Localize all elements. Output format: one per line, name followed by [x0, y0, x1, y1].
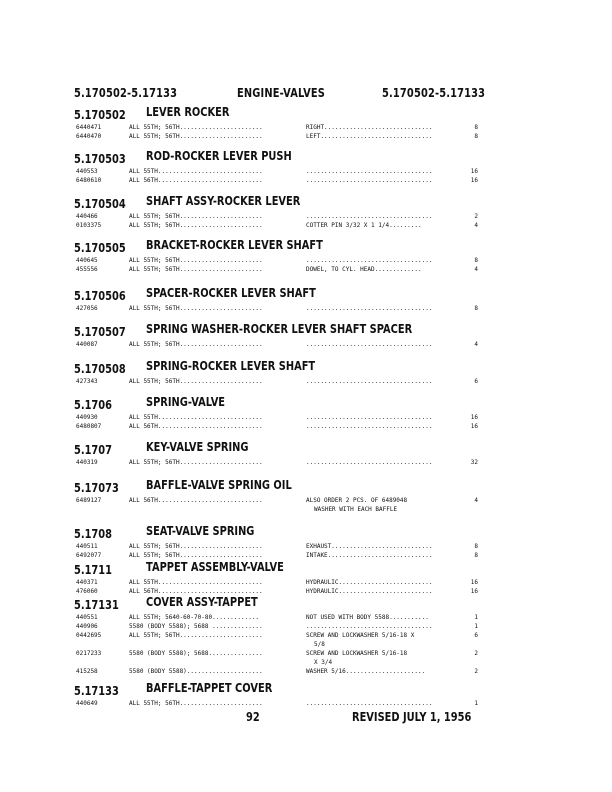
model-applicability: ALL 56TH.............................	[129, 177, 263, 184]
model-applicability: 5580 (BODY 5588); 5688...............	[129, 650, 263, 657]
model-applicability: ALL 55TH; 56TH.......................	[129, 543, 263, 550]
part-description: ...................................	[306, 305, 433, 312]
part-number: 440649	[76, 700, 98, 707]
part-description: COTTER PIN 3/32 X 1 1/4.........	[306, 222, 422, 229]
model-applicability: ALL 55TH; 56TH.......................	[129, 459, 263, 466]
model-applicability: ALL 55TH; 56TH.......................	[129, 124, 263, 131]
part-number: 427056	[76, 305, 98, 312]
quantity: 1	[474, 623, 478, 630]
section-title: TAPPET ASSEMBLY-VALVE	[146, 560, 284, 574]
section-title: KEY-VALVE SPRING	[146, 440, 249, 454]
part-description: ...................................	[306, 623, 433, 630]
section-title: SHAFT ASSY-ROCKER LEVER	[146, 194, 301, 208]
part-description: ...................................	[306, 213, 433, 220]
section-number: 5.1707	[74, 443, 112, 457]
section-title: ROD-ROCKER LEVER PUSH	[146, 149, 292, 163]
part-number: 440645	[76, 257, 98, 264]
part-description: ...................................	[306, 168, 433, 175]
quantity: 4	[474, 222, 478, 229]
part-description: INTAKE.............................	[306, 552, 433, 559]
part-number: 6440471	[76, 124, 102, 131]
model-applicability: ALL 55TH; 56TH.......................	[129, 632, 263, 639]
model-applicability: ALL 56TH.............................	[129, 588, 263, 595]
part-number: 427343	[76, 378, 98, 385]
model-applicability: ALL 55TH.............................	[129, 168, 263, 175]
part-description: SCREW AND LOCKWASHER 5/16-18 X	[306, 632, 415, 639]
model-applicability: ALL 55TH; 56TH.......................	[129, 341, 263, 348]
part-number: 0442695	[76, 632, 102, 639]
model-applicability: ALL 55TH; 56TH.......................	[129, 266, 263, 273]
part-number: 6480610	[76, 177, 102, 184]
quantity: 8	[474, 124, 478, 131]
quantity: 16	[470, 588, 478, 595]
part-description: WASHER 5/16......................	[306, 668, 426, 675]
model-applicability: ALL 55TH; 56TH.......................	[129, 552, 263, 559]
part-description: RIGHT..............................	[306, 124, 433, 131]
model-applicability: ALL 55TH; 56TH.......................	[129, 700, 263, 707]
part-number: 0103375	[76, 222, 102, 229]
section-number: 5.1708	[74, 527, 112, 541]
section-title: LEVER ROCKER	[146, 105, 230, 119]
section-title: BAFFLE-TAPPET COVER	[146, 681, 273, 695]
quantity: 8	[474, 552, 478, 559]
quantity: 8	[474, 305, 478, 312]
part-number: 440371	[76, 579, 98, 586]
section-number: 5.170503	[74, 152, 126, 166]
part-number: 440466	[76, 213, 98, 220]
section-number: 5.1711	[74, 563, 112, 577]
part-description-continued: 5/8	[314, 641, 325, 648]
part-number: 415258	[76, 668, 98, 675]
model-applicability: ALL 56TH.............................	[129, 497, 263, 504]
header-range-right: 5.170502-5.17133	[382, 86, 486, 100]
model-applicability: ALL 55TH; 5640-60-70-80.............	[129, 614, 260, 621]
section-title: SPRING-VALVE	[146, 395, 226, 409]
quantity: 1	[474, 614, 478, 621]
section-title: SPRING WASHER-ROCKER LEVER SHAFT SPACER	[146, 322, 413, 336]
model-applicability: ALL 56TH.............................	[129, 423, 263, 430]
part-description: ...................................	[306, 378, 433, 385]
model-applicability: ALL 55TH; 56TH.......................	[129, 213, 263, 220]
quantity: 4	[474, 266, 478, 273]
section-title: COVER ASSY-TAPPET	[146, 595, 258, 609]
quantity: 2	[474, 213, 478, 220]
part-number: 0217233	[76, 650, 102, 657]
quantity: 6	[474, 632, 478, 639]
part-description-continued: WASHER WITH EACH BAFFLE	[314, 506, 398, 513]
part-description: ...................................	[306, 700, 433, 707]
part-description: LEFT...............................	[306, 133, 433, 140]
section-number: 5.1706	[74, 398, 112, 412]
part-description: ...................................	[306, 341, 433, 348]
model-applicability: ALL 55TH; 56TH.......................	[129, 305, 263, 312]
part-description: ...................................	[306, 459, 433, 466]
part-description: HYDRAULIC..........................	[306, 579, 433, 586]
part-number: 440087	[76, 341, 98, 348]
section-title: BRACKET-ROCKER LEVER SHAFT	[146, 238, 323, 252]
header-range-left: 5.170502-5.17133	[74, 86, 178, 100]
model-applicability: ALL 55TH; 56TH.......................	[129, 378, 263, 385]
part-number: 6492077	[76, 552, 102, 559]
model-applicability: ALL 55TH; 56TH.......................	[129, 257, 263, 264]
part-number: 455556	[76, 266, 98, 273]
model-applicability: ALL 55TH; 56TH.......................	[129, 133, 263, 140]
section-title: SEAT-VALVE SPRING	[146, 524, 255, 538]
section-number: 5.170505	[74, 241, 126, 255]
quantity: 8	[474, 543, 478, 550]
quantity: 16	[470, 168, 478, 175]
part-number: 440319	[76, 459, 98, 466]
model-applicability: 5580 (BODY 5588).....................	[129, 668, 263, 675]
part-description-continued: X 3/4	[314, 659, 333, 666]
part-number: 440906	[76, 623, 98, 630]
quantity: 4	[474, 341, 478, 348]
section-number: 5.17131	[74, 598, 119, 612]
part-description: ...................................	[306, 423, 433, 430]
page-number: 92	[246, 710, 260, 724]
quantity: 2	[474, 650, 478, 657]
quantity: 32	[470, 459, 478, 466]
quantity: 16	[470, 177, 478, 184]
part-number: 6480807	[76, 423, 102, 430]
part-number: 440551	[76, 614, 98, 621]
quantity: 4	[474, 497, 478, 504]
model-applicability: ALL 55TH; 56TH.......................	[129, 222, 263, 229]
section-number: 5.170508	[74, 362, 126, 376]
part-description: HYDRAULIC..........................	[306, 588, 433, 595]
part-description: ...................................	[306, 414, 433, 421]
quantity: 8	[474, 133, 478, 140]
section-number: 5.170502	[74, 108, 126, 122]
part-description: ALSO ORDER 2 PCS. OF 6489048	[306, 497, 408, 504]
part-number: 476060	[76, 588, 98, 595]
part-number: 440930	[76, 414, 98, 421]
quantity: 2	[474, 668, 478, 675]
part-number: 440511	[76, 543, 98, 550]
part-number: 440553	[76, 168, 98, 175]
quantity: 1	[474, 700, 478, 707]
section-number: 5.17133	[74, 684, 119, 698]
part-description: NOT USED WITH BODY 5588...........	[306, 614, 429, 621]
part-number: 6440470	[76, 133, 102, 140]
model-applicability: ALL 55TH.............................	[129, 579, 263, 586]
section-title: BAFFLE-VALVE SPRING OIL	[146, 478, 292, 492]
section-number: 5.17073	[74, 481, 119, 495]
quantity: 8	[474, 257, 478, 264]
section-number: 5.170504	[74, 197, 126, 211]
part-description: DOWEL, TO CYL. HEAD.............	[306, 266, 422, 273]
quantity: 6	[474, 378, 478, 385]
section-number: 5.170506	[74, 289, 126, 303]
section-title: SPACER-ROCKER LEVER SHAFT	[146, 286, 316, 300]
part-description: EXHAUST............................	[306, 543, 433, 550]
header-title: ENGINE-VALVES	[237, 86, 326, 100]
model-applicability: 5580 (BODY 5588); 5688 ..............	[129, 623, 263, 630]
part-number: 6489127	[76, 497, 102, 504]
part-description: ...................................	[306, 177, 433, 184]
quantity: 16	[470, 414, 478, 421]
part-description: ...................................	[306, 257, 433, 264]
part-description: SCREW AND LOCKWASHER 5/16-18	[306, 650, 408, 657]
model-applicability: ALL 55TH.............................	[129, 414, 263, 421]
revision-date: REVISED JULY 1, 1956	[352, 710, 472, 724]
quantity: 16	[470, 423, 478, 430]
section-number: 5.170507	[74, 325, 126, 339]
quantity: 16	[470, 579, 478, 586]
section-title: SPRING-ROCKER LEVER SHAFT	[146, 359, 316, 373]
